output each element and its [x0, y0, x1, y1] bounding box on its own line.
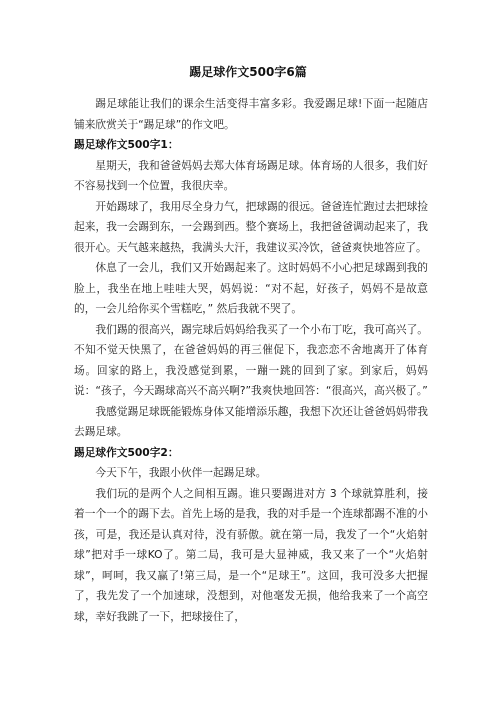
paragraph: 休息了一会儿，我们又开始踢起来了。这时妈妈不小心把足球踢到我的脸上，我坐在地上哇哇大哭，妈妈说：“对不起，好孩子，妈妈不是故意的，一会儿给你买个雪糕吃，” 然后我就不哭了。: [74, 261, 428, 315]
paragraph: 我感觉踢足球既能锻炼身体又能增添乐趣，我想下次还让爸爸妈妈带我去踢足球。: [74, 404, 428, 438]
document-title: 踢足球作文500字6篇: [189, 65, 307, 79]
paragraph: 我们玩的是两个人之间相互踢。谁只要踢进对方 3 个球就算胜利，接着一个一个的踢下去。首先上场的是我，我的对手是一个连球都踢不准的小孩，可是，我还是认真对待，没有骄傲。就在第一局，我发了一个“火焰射球”把对手一球KO了。第二局，我可是大显神威，我又来了一个“火焰射球”，呵呵，我又赢了!第三局，是一个“足球王”。这回，我可没多大把握了，我先发了一个加速球，没想到，对他毫发无损，他给我来了一个高空球，幸好我跳了一下，把球接住了，: [74, 486, 428, 623]
section-heading: 踢足球作文500字2：: [74, 445, 179, 459]
paragraph: 今天下午，我跟小伙伴一起踢足球。: [95, 466, 267, 479]
document-body: [74, 94, 428, 627]
intro-paragraph: 踢足球能让我们的课余生活变得丰富多彩。我爱踢足球!下面一起随店铺来欣赏关于“踢足球”的作文吧。: [74, 97, 428, 131]
paragraph: 我们踢的很高兴，踢完球后妈妈给我买了一个小布丁吃，我可高兴了。不知不觉天快黑了，在爸爸妈妈的再三催促下，我恋恋不舍地离开了体育场。回家的路上，我没感觉到累，一蹦一跳的回到了家。到家后，妈妈说：“孩子，今天踢球高兴不高兴啊?”我爽快地回答：“很高兴，高兴极了。”: [74, 322, 428, 397]
paragraph: 星期天，我和爸爸妈妈去郑大体育场踢足球。体育场的人很多，我们好不容易找到一个位置，我很庆幸。: [74, 158, 428, 192]
paragraph: 开始踢球了，我用尽全身力气，把球踢的很远。爸爸连忙跑过去把球捡起来，我一会踢到东，一会踢到西。整个赛场上，我把爸爸调动起来了，我很开心。天气越来越热，我满头大汗，我建议买冷饮，爸爸爽快地答应了。: [74, 199, 428, 254]
section-heading: 踢足球作文500字1：: [74, 138, 179, 151]
